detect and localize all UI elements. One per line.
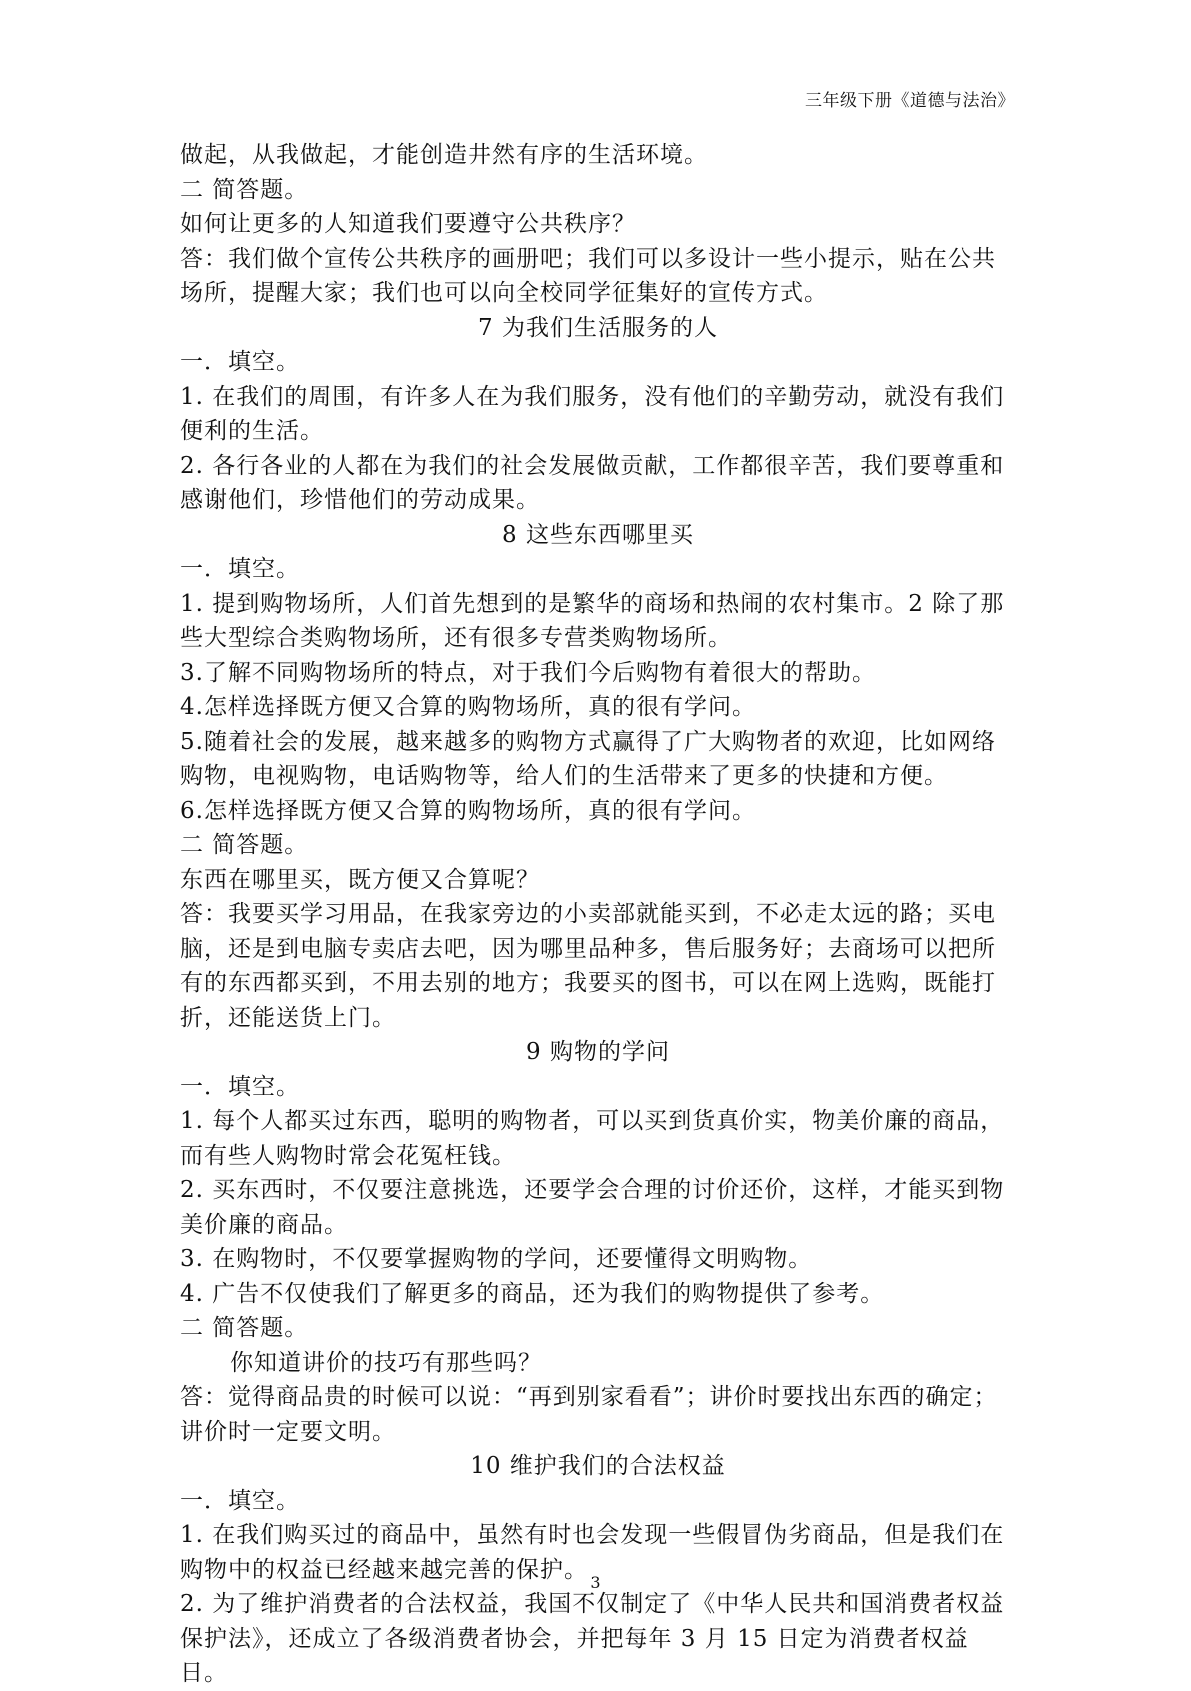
paragraph: 1. 在我们购买过的商品中，虽然有时也会发现一些假冒伪劣商品，但是我们在购物中的权益已经越来越完善的保护。: [180, 1522, 1005, 1583]
paragraph: 5.随着社会的发展，越来越多的购物方式赢得了广大购物者的欢迎，比如网络购物，电视购物，电话购物等，给人们的生活带来了更多的快捷和方便。: [180, 728, 996, 789]
document-body: [180, 138, 1016, 1691]
page-number: 3: [590, 1573, 601, 1592]
paragraph: 6.怎样选择既方便又合算的购物场所，真的很有学问。: [180, 797, 756, 824]
paragraph: 一．填空。: [180, 1073, 300, 1100]
paragraph: 一．填空。: [180, 1487, 300, 1514]
running-header: 三年级下册《道德与法治》: [805, 91, 1015, 111]
paragraph: 3. 在购物时，不仅要掌握购物的学问，还要懂得文明购物。: [180, 1246, 813, 1272]
paragraph: 1. 提到购物场所，人们首先想到的是繁华的商场和热闹的农村集市。2 除了那些大型综合类购物场所，还有很多专营类购物场所。: [180, 590, 1005, 651]
paragraph: 做起，从我做起，才能创造井然有序的生活环境。: [180, 142, 708, 168]
paragraph: 答：觉得商品贵的时候可以说：“再到别家看看”；讲价时要找出东西的确定；讲价时一定要文明。: [180, 1384, 998, 1445]
paragraph: 1. 在我们的周围，有许多人在为我们服务，没有他们的辛勤劳动，就没有我们便利的生活。: [180, 383, 1005, 444]
paragraph: 2. 各行各业的人都在为我们的社会发展做贡献，工作都很辛苦，我们要尊重和感谢他们，珍惜他们的劳动成果。: [180, 452, 1005, 513]
paragraph: 4.怎样选择既方便又合算的购物场所，真的很有学问。: [180, 694, 756, 720]
paragraph: 答：我们做个宣传公共秩序的画册吧；我们可以多设计一些小提示，贴在公共场所，提醒大家；我们也可以向全校同学征集好的宣传方式。: [180, 245, 996, 306]
paragraph: 2. 买东西时，不仅要注意挑选，还要学会合理的讨价还价，这样，才能买到物美价廉的商品。: [180, 1177, 1005, 1238]
section-heading: 10 维护我们的合法权益: [470, 1453, 726, 1479]
paragraph: 一．填空。: [180, 349, 300, 375]
paragraph: 二 简答题。: [180, 832, 309, 858]
paragraph: 二 简答题。: [180, 1315, 309, 1341]
paragraph: 2. 为了维护消费者的合法权益，我国不仅制定了《中华人民共和国消费者权益保护法》，还成立了各级消费者协会，并把每年 3 月 15 日定为消费者权益日。: [180, 1591, 1005, 1686]
paragraph: 一．填空。: [180, 556, 300, 582]
paragraph: 二 简答题。: [180, 176, 309, 203]
paragraph: 4. 广告不仅使我们了解更多的商品，还为我们的购物提供了参考。: [180, 1280, 885, 1307]
paragraph: 你知道讲价的技巧有那些吗？: [230, 1349, 542, 1376]
paragraph: 如何让更多的人知道我们要遵守公共秩序？: [180, 211, 636, 237]
section-heading: 9 购物的学问: [526, 1039, 670, 1065]
section-heading: 8 这些东西哪里买: [502, 521, 694, 548]
paragraph: 3.了解不同购物场所的特点，对于我们今后购物有着很大的帮助。: [180, 659, 876, 686]
paragraph: 东西在哪里买，既方便又合算呢？: [180, 866, 540, 893]
paragraph: 1. 每个人都买过东西，聪明的购物者，可以买到货真价实，物美价廉的商品，而有些人购物时常会花冤枉钱。: [180, 1108, 1005, 1169]
paragraph: 答：我要买学习用品，在我家旁边的小卖部就能买到，不必走太远的路；买电脑，还是到电脑专卖店去吧，因为哪里品种多，售后服务好；去商场可以把所有的东西都买到，不用去别的地方；我要买的图书，可以在网上选购，既能打折，还能送货上门。: [180, 901, 996, 1031]
section-heading: 7 为我们生活服务的人: [478, 314, 718, 341]
